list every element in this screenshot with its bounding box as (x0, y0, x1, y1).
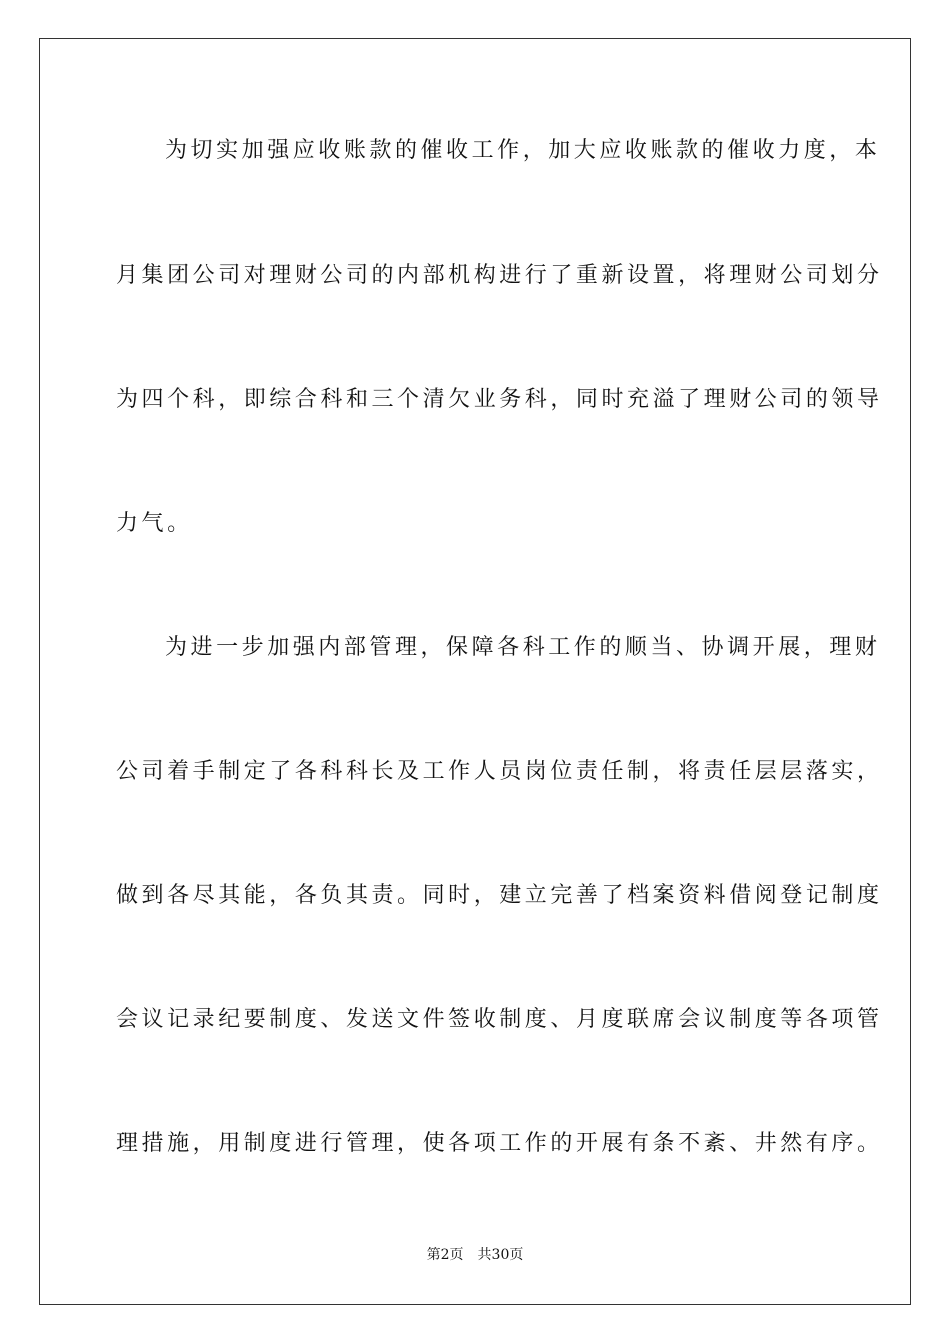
paragraph-1-line-2: 月集团公司对理财公司的内部机构进行了重新设置，将理财公司划分 (116, 263, 883, 288)
paragraph-2-line-5: 理措施，用制度进行管理，使各项工作的开展有条不紊、井然有序。 (116, 1131, 883, 1156)
paragraph-1-line-4: 力气。 (116, 511, 193, 536)
paragraph-1-line-1: 为切实加强应收账款的催收工作，加大应收账款的催收力度，本 (165, 138, 881, 163)
paragraph-2-line-3: 做到各尽其能，各负其责。同时，建立完善了档案资料借阅登记制度 (116, 883, 883, 908)
paragraph-1-line-3: 为四个科，即综合科和三个清欠业务科，同时充溢了理财公司的领导 (116, 387, 883, 412)
page-total: 共30页 (477, 1247, 524, 1263)
paragraph-2-line-2: 公司着手制定了各科科长及工作人员岗位责任制，将责任层层落实， (116, 759, 883, 784)
page-footer (0, 1246, 950, 1264)
page-number: 第2页 (426, 1247, 464, 1263)
paragraph-2-line-1: 为进一步加强内部管理，保障各科工作的顺当、协调开展，理财 (165, 635, 881, 660)
paragraph-2-line-4: 会议记录纪要制度、发送文件签收制度、月度联席会议制度等各项管 (116, 1007, 883, 1032)
document-page (39, 38, 911, 1305)
